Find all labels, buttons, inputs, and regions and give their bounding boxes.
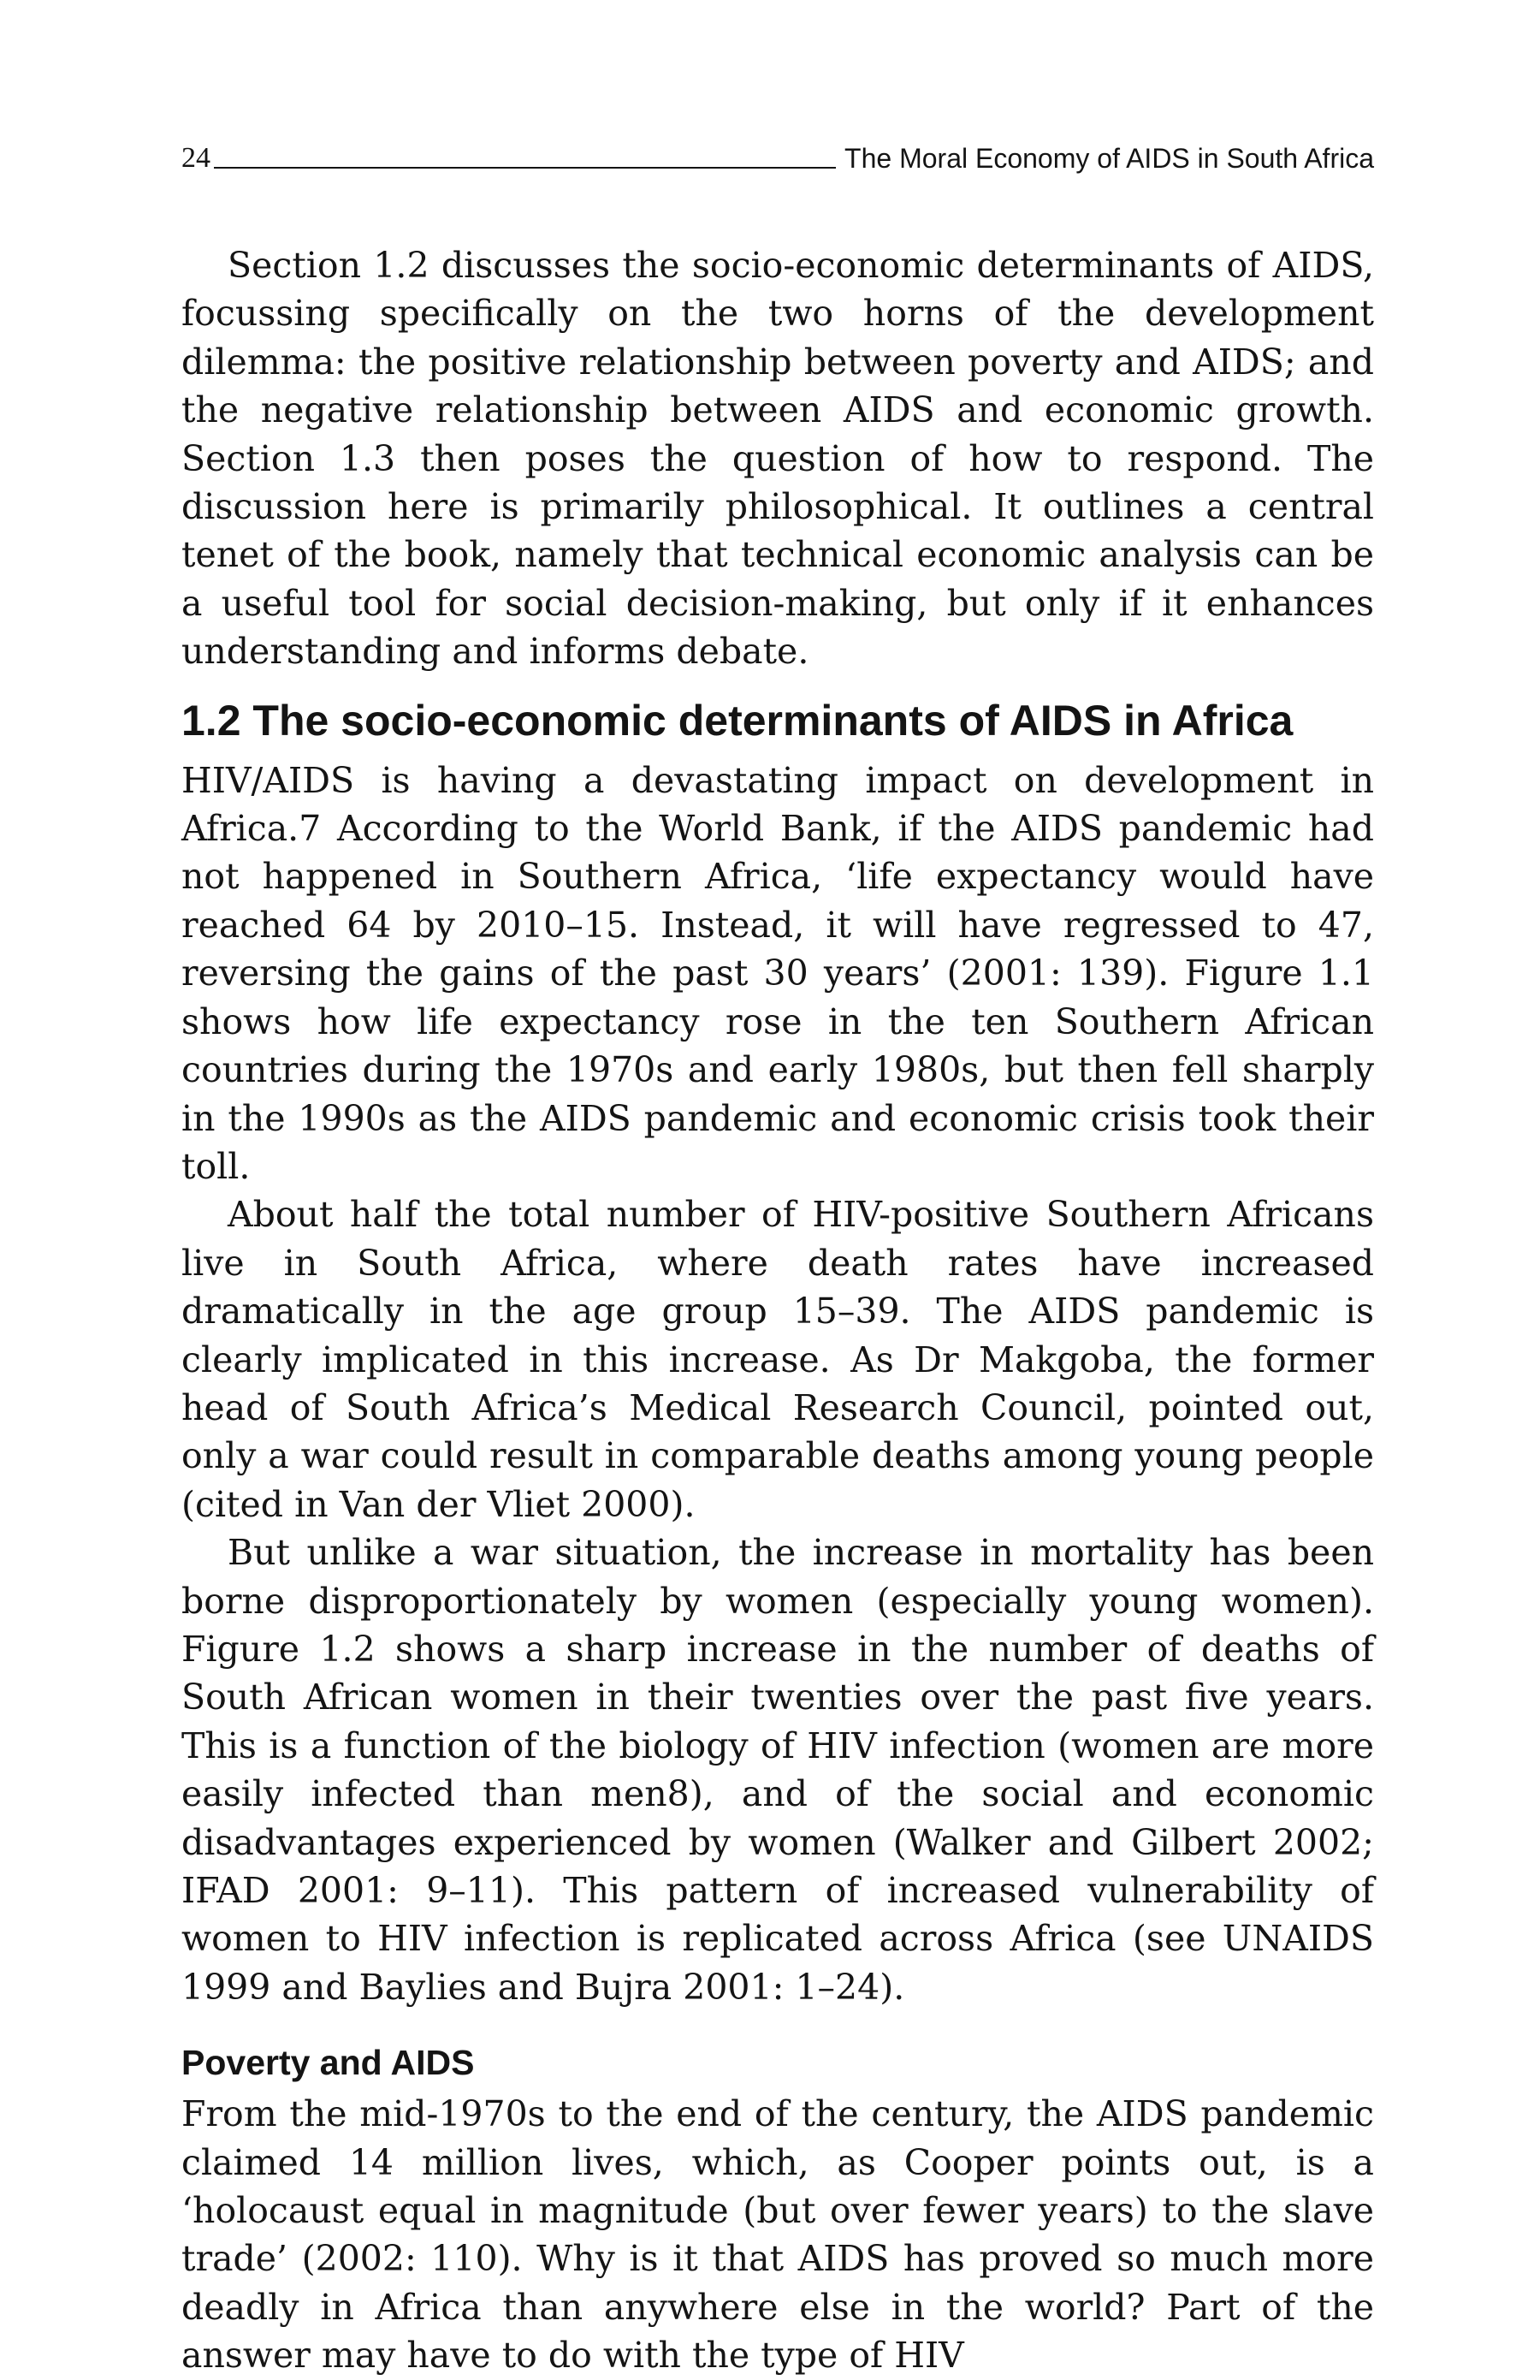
book-page [181, 137, 1374, 2380]
section-paragraph-2: About half the total number of HIV-positive Southern Africans live in South Africa, where death rates have increased dramatically in the age group 15–39. The AIDS pandemic is clearly implicated in this increase. As Dr Makgoba, the former head of South Africa’s Medical Research Council, pointed out, only a war could result in comparable deaths among young people (cited in Van der Vliet 2000). [181, 1194, 1374, 1525]
running-head [181, 137, 1374, 175]
section-paragraph-1: HIV/AIDS is having a devastating impact on development in Africa.7 According to the World Bank, if the AIDS pandemic had not happened in Southern Africa, ‘life expectancy would have reached 64 by 2010–15. Instead, it will have regressed to 47, reversing the gains of the past 30 years’ (2001: 139). Figure 1.1 shows how life expectancy rose in the ten Southern African countries during the 1970s and early 1980s, but then fell sharply in the 1990s as the AIDS pandemic and economic crisis took their toll. [181, 759, 1374, 1187]
running-head-title: The Moral Economy of AIDS in South Africa [844, 143, 1374, 174]
section-paragraph-3: But unlike a war situation, the increase in mortality has been borne disproportionately by women (especially young women). Figure 1.2 shows a sharp increase in the number of deaths of South African women in their twenties over the past five years. This is a function of the biology of HIV infection (women are more easily infected than men8), and of the social and economic disadvantages experienced by women (Walker and Gilbert 2002; IFAD 2001: 9–11). This pattern of increased vulnerability of women to HIV infection is replicated across Africa (see UNAIDS 1999 and Baylies and Bujra 2001: 1–24). [181, 1532, 1374, 2008]
subsection-heading: Poverty and AIDS [181, 2043, 475, 2083]
intro-paragraph: Section 1.2 discusses the socio-economic determinants of AIDS, focussing specifically on the two horns of the development dilemma: the positive relationship between poverty and AIDS; and the negative relationship between AIDS and economic growth. Section 1.3 then poses the question of how to respond. The discussion here is primarily philosophical. It outlines a central tenet of the book, namely that technical economic analysis can be a useful tool for social decision-making, but only if it enhances understanding and informs debate. [181, 245, 1374, 673]
header-rule [214, 167, 836, 169]
page-number: 24 [181, 142, 210, 174]
section-heading: 1.2 The socio-economic determinants of AIDS in Africa [181, 696, 1294, 745]
subsection-paragraph-1: From the mid-1970s to the end of the century, the AIDS pandemic claimed 14 million lives, which, as Cooper points out, is a ‘holocaust equal in magnitude (but over fewer years) to the slave trade’ (2002: 110). Why is it that AIDS has proved so much more deadly in Africa than anywhere else in the world? Part of the answer may have to do with the type of HIV [181, 2093, 1374, 2377]
